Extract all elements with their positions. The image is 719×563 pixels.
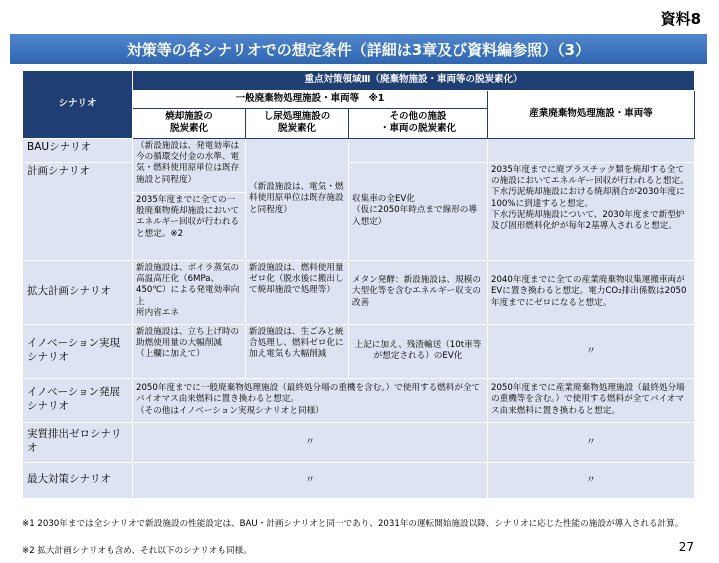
plan-industrial-cell: 2035年度までに廃プラスチック類を焼却する全ての施設においてエネルギー回収が行われると想定。 下水汚泥焼却施設における焼却割合が2030年度に100%に到達すると想定。 下水汚泥焼却施設について、2030年度まで新型炉及び固形燃料化炉が毎年2基導入されると想定。 [488, 162, 695, 260]
expand-human-waste-cell: 新設施設は、燃料使用量ゼロ化（脱水後に搬出して焼却施設で処理等） [246, 260, 349, 324]
header-general-waste: 一般廃棄物処理施設・車両等 ※1 [133, 91, 488, 109]
plan-other-cell: 収集車の全EV化 （仮に2050年時点まで線形の導入想定） [349, 162, 488, 260]
footnote-1 [22, 519, 694, 531]
scenario-label-expand: 拡大計画シナリオ [23, 260, 133, 324]
net-zero-industrial-cell: 〃 [488, 422, 695, 462]
bau-industrial-cell [488, 138, 695, 162]
header-scenario: シナリオ [23, 71, 133, 139]
header-other-facilities: その他の施設 ・車両の脱炭素化 [349, 108, 488, 138]
scenario-label-plan: 計画シナリオ [23, 162, 133, 260]
footnote-1-mark: ※1 [22, 519, 35, 529]
footnote-2 [22, 546, 582, 558]
innov-impl-other-cell: 上記に加え、残渣輸送（10t車等が想定される）のEV化 [349, 324, 488, 378]
document-label: 資料8 [660, 10, 701, 28]
header-focus-area: 重点対策領域Ⅲ（廃棄物施設・車両等の脱炭素化） [133, 71, 695, 91]
scenario-label-bau: BAUシナリオ [23, 138, 133, 162]
scenario-label-net-zero: 実質排出ゼロシナリオ [23, 422, 133, 462]
footnote-2-text: 拡大計画シナリオも含め、それ以下のシナリオも同様。 [37, 546, 252, 556]
scenario-label-max: 最大対策シナリオ [23, 462, 133, 498]
innov-impl-industrial-cell: 〃 [488, 324, 695, 378]
footnote-1-text: 2030年までは全シナリオで新設施設の性能設定は、BAU・計画シナリオと同一であり、2031年の運転開始施設以降、シナリオに応じた性能の施設が導入される計算。 [37, 519, 684, 529]
header-incineration: 焼却施設の 脱炭素化 [133, 108, 246, 138]
scenario-table [22, 70, 695, 499]
innov-dev-general-cell: 2050年度までに一般廃棄物処理施設（最終処分場の重機を含む。）で使用する燃料が全てバイオマス由来燃料に置き換わると想定。 （その他はイノベーション実現シナリオと同様） [133, 378, 488, 422]
plan-incineration-cell: 2035年度までに全ての一般廃棄物焼却施設においてエネルギー回収が行われると想定。※2 [133, 192, 246, 260]
max-general-cell: 〃 [133, 462, 488, 498]
plan-human-waste-cell: （新設施設は、電気・燃料使用原単位は既存施設と同程度） [246, 138, 349, 260]
expand-incineration-cell: 新設施設は、ボイラ蒸気の高温高圧化（6MPa、450℃）による発電効率向上 所内省エネ [133, 260, 246, 324]
innov-dev-industrial-cell: 2050年度までに産業廃棄物処理施設（最終処分場の重機等を含む。）で使用する燃料が全てバイオマス由来燃料に置き換わると想定。 [488, 378, 695, 422]
bau-incineration-cell: （新設施設は、発電効率は今の循環交付金の水準、電気・燃料使用原単位は既存施設と同程度） [133, 138, 246, 192]
expand-industrial-cell: 2040年度までに全ての産業廃棄物収集運搬車両がEVに置き換わると想定。電力CO₂排出係数は2050年度までにゼロになると想定。 [488, 260, 695, 324]
footnote-2-mark: ※2 [22, 546, 35, 556]
header-human-waste: し尿処理施設の 脱炭素化 [246, 108, 349, 138]
expand-other-cell: メタン発酵：新設施設は、規模の大型化等を含むエネルギー収支の改善 [349, 260, 488, 324]
slide-title: 対策等の各シナリオでの想定条件（詳細は3章及び資料編参照）（3） [10, 34, 707, 64]
page-number: 27 [678, 540, 694, 554]
bau-other-cell [349, 138, 488, 162]
max-industrial-cell: 〃 [488, 462, 695, 498]
innov-impl-human-waste-cell: 新設施設は、生ごみと統合処理し、燃料ゼロ化に加え電気も大幅削減 [246, 324, 349, 378]
header-industrial-waste: 産業廃棄物処理施設・車両等 [488, 91, 695, 139]
innov-impl-incineration-cell: 新設施設は、立ち上げ時の助燃使用量の大幅削減 （上欄に加えて） [133, 324, 246, 378]
scenario-label-innovation-impl: イノベーション実現シナリオ [23, 324, 133, 378]
scenario-label-innovation-dev: イノベーション発展シナリオ [23, 378, 133, 422]
net-zero-general-cell: 〃 [133, 422, 488, 462]
